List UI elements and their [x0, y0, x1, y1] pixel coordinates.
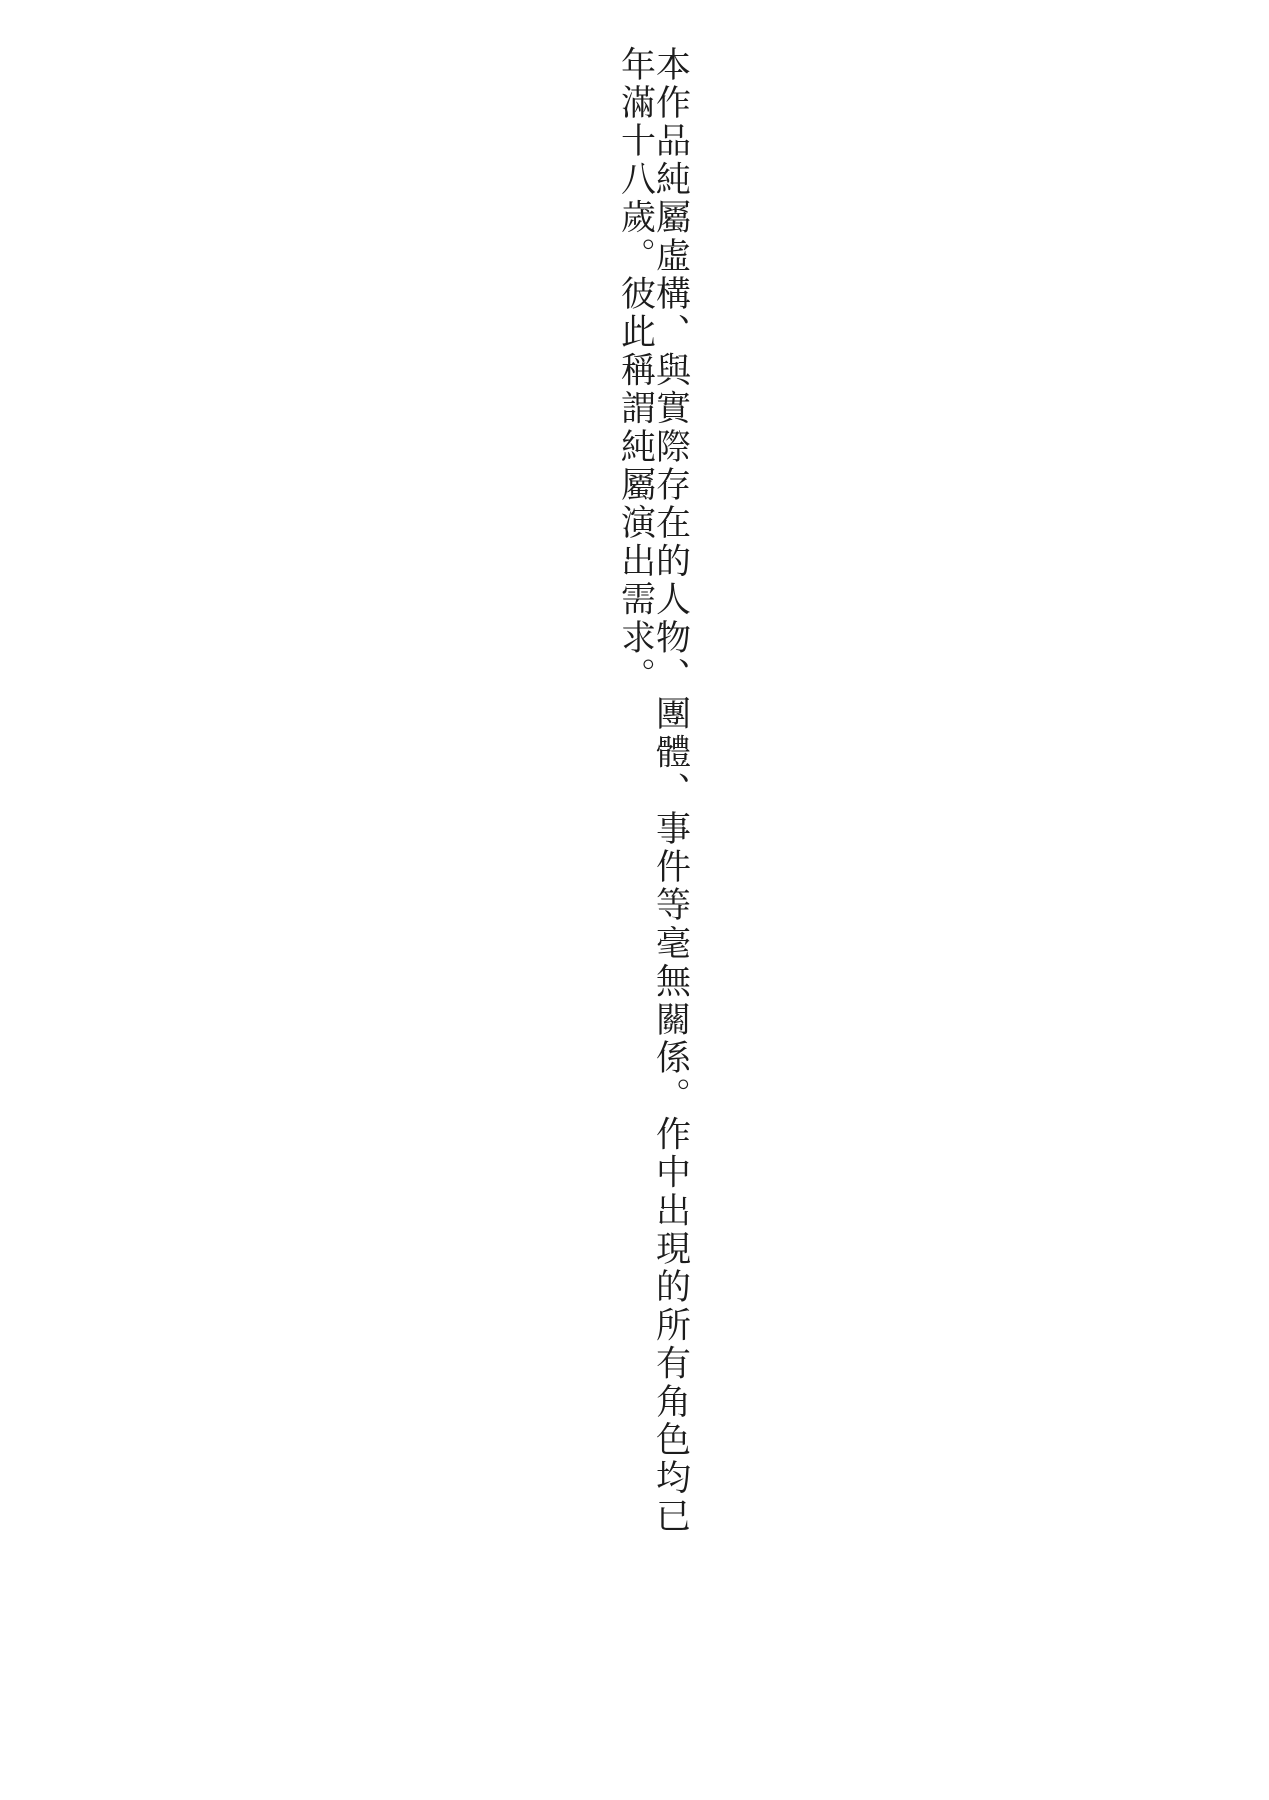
- disclaimer-block: [0, 46, 1269, 1566]
- disclaimer-text: 本作品純屬虛構、與實際存在的人物、團體、事件等毫無關係。作中出現的所有角色均已年滿十八歲。彼此稱謂純屬演出需求。: [615, 46, 691, 1536]
